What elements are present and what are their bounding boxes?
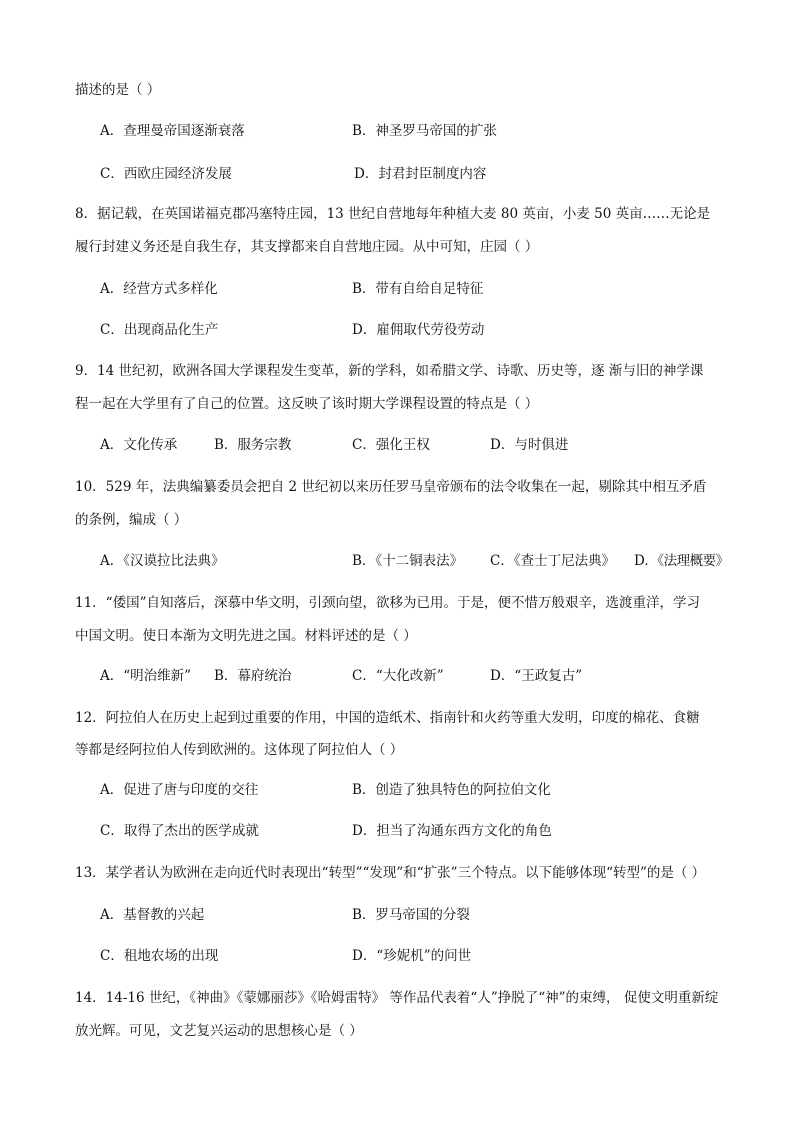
q13-option-d: D．“珍妮机”的问世 (352, 948, 472, 964)
q10-stem-line1: 10．529 年，法典编纂委员会把自 2 世纪初以来历任罗马皇帝颁布的法令收集在一起，剔除其中相互矛盾 (75, 479, 707, 495)
q8-option-d: D．雇佣取代劳役劳动 (352, 322, 485, 338)
q7-option-c: C．西欧庄园经济发展 (100, 166, 232, 182)
q11-stem-line2: 中国文明。使日本渐为文明先进之国。材料评述的是（ ） (75, 628, 417, 644)
q12-option-c: C．取得了杰出的医学成就 (100, 823, 259, 839)
q11-option-c: C．“大化改新” (352, 668, 444, 684)
q9-option-d: D．与时俱进 (490, 437, 569, 453)
q10-option-c: C．《查士丁尼法典》 (490, 553, 616, 569)
q7-option-a: A．查理曼帝国逐渐衰落 (100, 123, 245, 139)
q12-stem-line1: 12．阿拉伯人在历史上起到过重要的作用，中国的造纸术、指南针和火药等重大发明，印度的棉花、食糖 (75, 710, 700, 726)
q9-option-c: C．强化王权 (352, 437, 430, 453)
q13-stem-line1: 13．某学者认为欧洲在走向近代时表现出“转型”“发现”和“扩张”三个特点。以下能够体现“转型”的是（ ） (75, 865, 706, 881)
q7-stem-tail: 描述的是（ ） (75, 82, 161, 98)
q11-option-b: B．幕府统治 (214, 668, 292, 684)
q7-option-d: D．封君封臣制度内容 (354, 166, 487, 182)
q11-option-d: D．“王政复古” (490, 668, 583, 684)
q14-stem-line2: 放光辉。可见，文艺复兴运动的思想核心是（ ） (75, 1023, 363, 1039)
q14-stem-line1: 14．14-16 世纪，《神曲》《蒙娜丽莎》《哈姆雷特》 等作品代表着“人”挣脱了“神”的束缚， 促使文明重新绽 (75, 990, 719, 1006)
q9-stem-line1: 9．14 世纪初，欧洲各国大学课程发生变革，新的学科，如希腊文学、诗歌、历史等，逐 渐与旧的神学课 (75, 363, 704, 379)
q13-option-c: C．租地农场的出现 (100, 948, 219, 964)
q10-option-b: B．《十二铜表法》 (352, 553, 464, 569)
q9-stem-line2: 程一起在大学里有了自己的位置。这反映了该时期大学课程设置的特点是（ ） (75, 396, 539, 412)
q9-option-a: A．文化传承 (100, 437, 178, 453)
q8-stem-line1: 8．据记载，在英国诺福克郡冯塞特庄园，13 世纪自营地每年种植大麦 80 英亩，小麦 50 英亩……无论是 (75, 206, 711, 222)
q8-stem-line2: 履行封建义务还是自我生存，其支撑都来自自营地庄园。从中可知，庄园（ ） (75, 239, 539, 255)
q13-option-b: B．罗马帝国的分裂 (352, 907, 470, 923)
q10-option-d: D．《法理概要》 (634, 553, 729, 569)
q11-option-a: A．“明治维新” (100, 668, 192, 684)
q8-option-a: A．经营方式多样化 (100, 281, 218, 297)
q13-option-a: A．基督教的兴起 (100, 907, 205, 923)
q8-option-b: B．带有自给自足特征 (352, 281, 484, 297)
q10-stem-line2: 的条例，编成（ ） (75, 512, 188, 528)
q12-option-b: B．创造了独具特色的阿拉伯文化 (352, 782, 551, 798)
q7-option-b: B．神圣罗马帝国的扩张 (352, 123, 497, 139)
q11-stem-line1: 11．“倭国”自知落后，深慕中华文明，引颈向望，欲移为已用。于是，便不惜万般艰辛，选渡重洋，学习 (75, 595, 700, 611)
q12-option-d: D．担当了沟通东西方文化的角色 (352, 823, 552, 839)
q9-option-b: B．服务宗教 (214, 437, 292, 453)
q8-option-c: C．出现商品化生产 (100, 322, 219, 338)
q12-option-a: A．促进了唐与印度的交往 (100, 782, 259, 798)
q10-option-a: A．《汉谟拉比法典》 (100, 553, 225, 569)
q12-stem-line2: 等都是经阿拉伯人传到欧洲的。这体现了阿拉伯人（ ） (75, 742, 404, 758)
